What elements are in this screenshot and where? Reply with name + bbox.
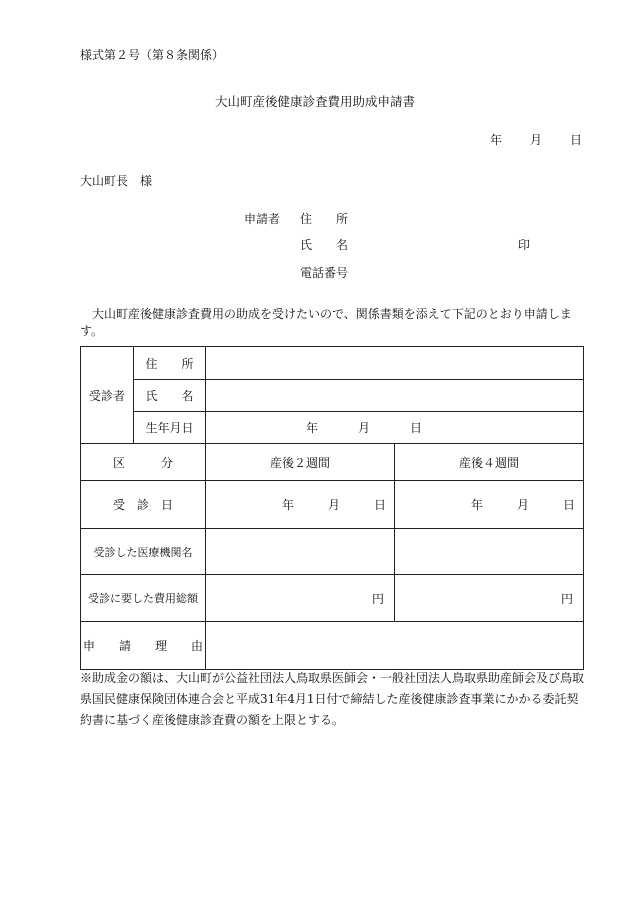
applicant-label: 申請者 bbox=[244, 212, 281, 226]
week2-header: 産後２週間 bbox=[206, 444, 395, 481]
birthdate-label: 生年月日 bbox=[134, 412, 206, 444]
examinee-name-field[interactable] bbox=[206, 380, 584, 412]
week4-year: 年 bbox=[471, 498, 484, 512]
week2-yen: 円 bbox=[371, 591, 384, 606]
note-paragraph: ※助成金の額は、大山町が公益社団法人鳥取県医師会・一般社団法人鳥取県助産師会及び鳥取県国民健康保険団体連合会と平成31年4月1日付で締結した産後健康診査事業にかかる委託契約書に基づく産後健康診査費の額を上限とする。 bbox=[80, 671, 585, 727]
week2-day: 日 bbox=[374, 498, 387, 512]
institution-label: 受診した医療機関名 bbox=[81, 529, 206, 575]
week4-exam-date-field[interactable] bbox=[395, 481, 584, 529]
applicant-name-label: 氏 名 bbox=[300, 238, 349, 252]
week4-yen: 円 bbox=[560, 591, 573, 606]
birthdate-field[interactable] bbox=[206, 412, 584, 444]
total-cost-label: 受診に要した費用総額 bbox=[81, 575, 206, 622]
date-year: 年 bbox=[489, 133, 502, 147]
week4-day: 日 bbox=[563, 498, 576, 512]
date-line bbox=[490, 131, 582, 148]
birth-day: 日 bbox=[410, 421, 423, 435]
birth-year: 年 bbox=[306, 421, 319, 435]
exam-date-label: 受 診 日 bbox=[81, 481, 206, 529]
intro-paragraph: 大山町産後健康診査費用の助成を受けたいので、関係書類を添えて下記のとおり申請します。 bbox=[80, 307, 572, 338]
form-number: 様式第２号（第８条関係） bbox=[80, 48, 225, 62]
week4-institution-field[interactable] bbox=[395, 529, 584, 575]
birth-month: 月 bbox=[358, 421, 371, 435]
examinee-address-label: 住 所 bbox=[134, 347, 206, 380]
examinee-address-field[interactable] bbox=[206, 347, 584, 380]
examinee-name-label: 氏 名 bbox=[134, 380, 206, 412]
week2-year: 年 bbox=[282, 498, 295, 512]
week2-institution-field[interactable] bbox=[206, 529, 395, 575]
addressee: 大山町長 様 bbox=[80, 174, 153, 188]
week4-cost-field[interactable] bbox=[395, 575, 584, 622]
week2-month: 月 bbox=[328, 498, 341, 512]
seal-mark: 印 bbox=[518, 238, 531, 252]
date-day: 日 bbox=[569, 133, 582, 147]
application-table bbox=[80, 346, 584, 670]
category-label: 区 分 bbox=[81, 444, 206, 481]
reason-label: 申 請 理 由 bbox=[81, 622, 206, 670]
document-title: 大山町産後健康診査費用助成申請書 bbox=[214, 94, 415, 109]
applicant-phone-label: 電話番号 bbox=[300, 266, 349, 280]
week4-month: 月 bbox=[517, 498, 530, 512]
week4-header: 産後４週間 bbox=[395, 444, 584, 481]
reason-field[interactable] bbox=[206, 622, 584, 670]
date-month: 月 bbox=[529, 133, 542, 147]
week2-cost-field[interactable] bbox=[206, 575, 395, 622]
examinee-label: 受診者 bbox=[81, 347, 134, 444]
week2-exam-date-field[interactable] bbox=[206, 481, 395, 529]
applicant-address-label: 住 所 bbox=[300, 212, 349, 226]
